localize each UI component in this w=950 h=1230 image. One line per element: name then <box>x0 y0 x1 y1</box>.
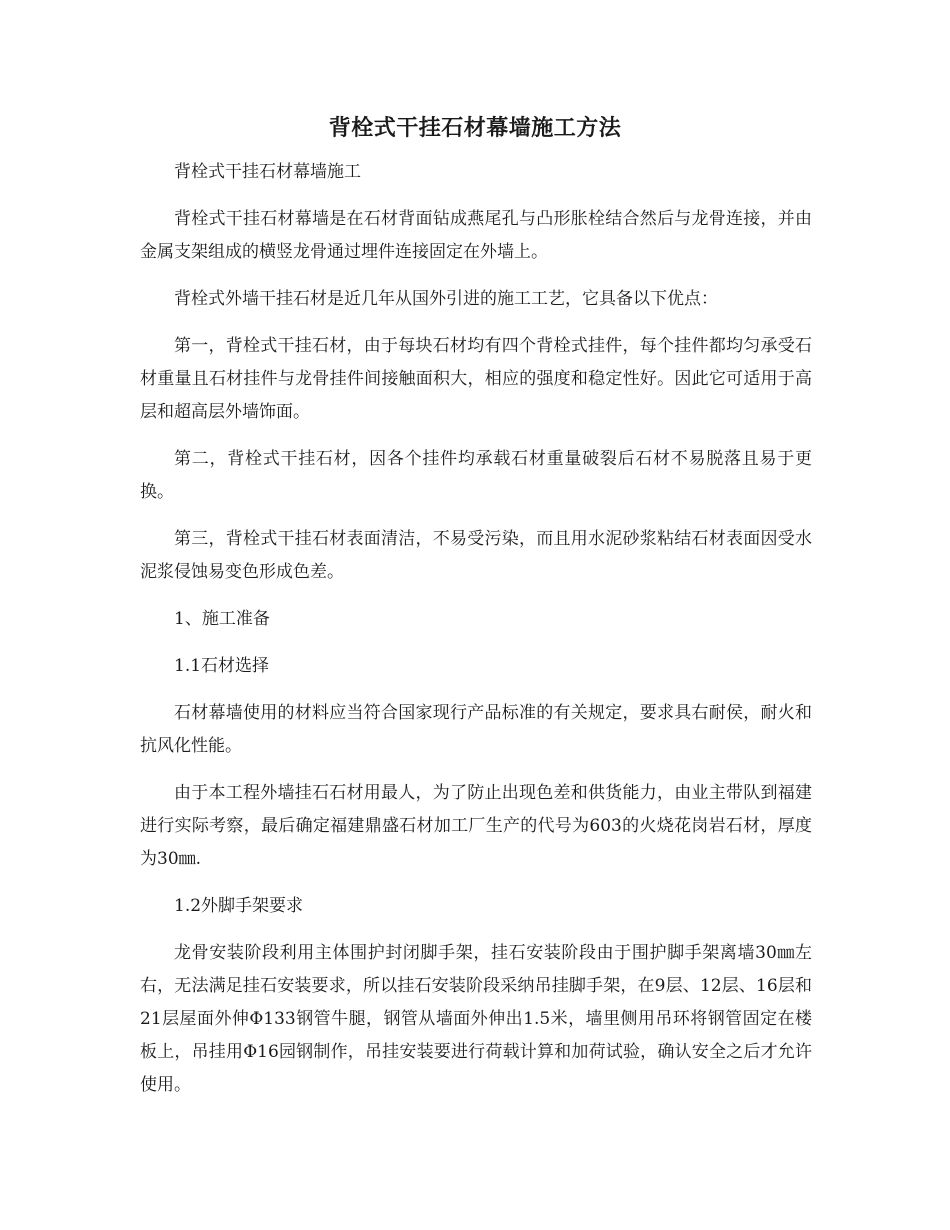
paragraph-material-selection: 由于本工程外墙挂石石材用最人，为了防止出现色差和供货能力，由业主带队到福建进行实际考察，最后确定福建鼎盛石材加工厂生产的代号为603的火烧花岗岩石材，厚度为30㎜. <box>140 783 812 869</box>
paragraph-advantage-3: 第三，背栓式干挂石材表面清洁，不易受污染，而且用水泥砂浆粘结石材表面因受水泥浆侵蚀易变色形成色差。 <box>140 529 812 582</box>
paragraph-intro-heading: 背栓式干挂石材幕墙施工 <box>174 162 361 182</box>
document-body <box>140 156 812 1116</box>
paragraph-material-standard: 石材幕墙使用的材料应当符合国家现行产品标准的有关规定，要求具右耐侯，耐火和抗风化性能。 <box>140 703 812 756</box>
section-heading-1-2: 1.2外脚手架要求 <box>174 896 304 916</box>
paragraph-definition: 背栓式干挂石材幕墙是在石材背面钻成燕尾孔与凸形胀栓结合然后与龙骨连接，并由金属支架组成的横竖龙骨通过埋件连接固定在外墙上。 <box>140 209 812 262</box>
paragraph-advantage-2: 第二，背栓式干挂石材，因各个挂件均承载石材重量破裂后石材不易脱落且易于更换。 <box>140 449 812 502</box>
section-heading-1: 1、施工准备 <box>174 609 270 629</box>
paragraph-advantages-lead: 背栓式外墙干挂石材是近几年从国外引进的施工工艺，它具备以下优点： <box>174 289 718 309</box>
paragraph-scaffold: 龙骨安装阶段利用主体围护封闭脚手架，挂石安装阶段由于围护脚手架离墙30㎜左右，无法满足挂石安装要求，所以挂石安装阶段采纳吊挂脚手架，在9层、12层、16层和21层屋面外伸Φ133钢管牛腿，钢管从墙面外伸出1.5米，墙里侧用吊环将钢管固定在楼板上，吊挂用Φ16园钢制作，吊挂安装要进行荷载计算和加荷试验，确认安全之后才允许使用。 <box>140 943 812 1095</box>
paragraph-advantage-1: 第一，背栓式干挂石材，由于每块石材均有四个背栓式挂件，每个挂件都均匀承受石材重量且石材挂件与龙骨挂件间接触面积大，相应的强度和稳定性好。因此它可适用于高层和超高层外墙饰面。 <box>140 336 812 422</box>
section-heading-1-1: 1.1石材选择 <box>174 656 270 676</box>
document-title: 背栓式干挂石材幕墙施工方法 <box>328 115 622 141</box>
